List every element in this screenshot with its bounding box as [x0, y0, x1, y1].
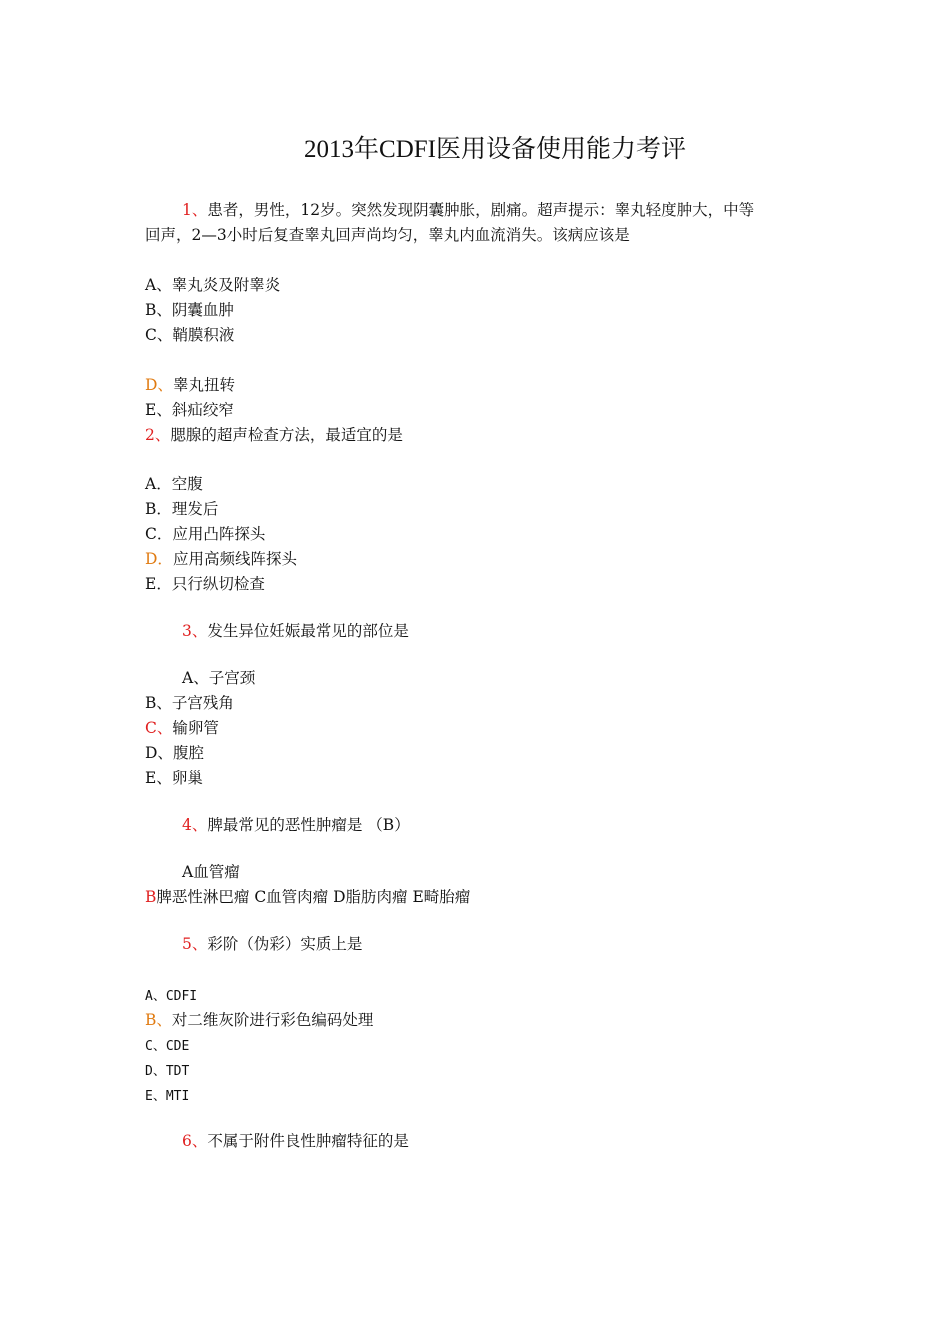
option-letter: C、	[145, 326, 173, 344]
question-text: 彩阶（伪彩）实质上是	[207, 935, 363, 953]
option-letter: A、	[145, 989, 166, 1004]
option-letter: D、	[145, 376, 173, 394]
option-text: 应用凸阵探头	[172, 525, 266, 543]
option-letter: B、	[145, 301, 172, 319]
option-text: 空腹	[171, 475, 203, 493]
option-letter: A．	[145, 475, 172, 493]
option-text: MTI	[165, 1089, 190, 1104]
option-text: 子宫残角	[171, 694, 234, 712]
option-e	[145, 573, 265, 595]
option-a	[182, 667, 255, 689]
question-text: 患者，男性，12岁。突然发现阴囊肿胀，剧痛。超声提示：睾丸轻度肿大，中等	[207, 201, 755, 219]
question-text: 发生异位妊娠最常见的部位是	[207, 622, 409, 640]
option-letter: B	[145, 888, 157, 906]
option-c	[145, 1034, 189, 1058]
question-number: 2、	[145, 426, 171, 444]
option-text: 对二维灰阶进行彩色编码处理	[171, 1011, 374, 1029]
question-6	[182, 1130, 409, 1152]
option-d	[145, 1059, 189, 1083]
option-c-answer	[145, 717, 219, 739]
option-text: 阴囊血肿	[171, 301, 234, 319]
option-text: CDFI	[165, 989, 198, 1004]
option-letter: C、	[145, 719, 173, 737]
option-b-answer	[145, 1009, 373, 1031]
option-e	[145, 767, 203, 789]
option-text: 应用高频线阵探头	[172, 550, 297, 568]
option-d-answer	[145, 374, 235, 396]
option-b	[145, 299, 234, 321]
option-letter: B、	[145, 694, 172, 712]
option-text: CDE	[165, 1039, 190, 1054]
option-text: 睾丸扭转	[172, 376, 235, 394]
option-letter: E、	[145, 769, 172, 787]
option-c	[145, 324, 234, 346]
option-text: 理发后	[171, 500, 219, 518]
question-text: 不属于附件良性肿瘤特征的是	[207, 1132, 409, 1150]
question-5	[182, 933, 362, 955]
question-2	[145, 424, 403, 446]
option-letter: E、	[145, 401, 172, 419]
option-letter: B．	[145, 500, 172, 518]
option-letter: E、	[145, 1089, 166, 1104]
question-3	[182, 620, 409, 642]
question-text: 腮腺的超声检查方法，最适宜的是	[170, 426, 403, 444]
option-text: 脾恶性淋巴瘤 C血管肉瘤 D脂肪肉瘤 E畸胎瘤	[156, 888, 471, 906]
document-title: 2013年CDFI医用设备使用能力考评	[304, 136, 686, 163]
question-number: 5、	[182, 935, 208, 953]
option-letter: C．	[145, 525, 173, 543]
option-a	[145, 274, 280, 296]
option-b	[145, 498, 218, 520]
question-4	[182, 814, 410, 836]
option-d	[145, 742, 204, 764]
option-a: A血管瘤	[182, 863, 240, 881]
option-letter: B、	[145, 1011, 172, 1029]
question-number: 6、	[182, 1132, 208, 1150]
option-text: 只行纵切检查	[171, 575, 265, 593]
options-b-to-e	[145, 886, 470, 908]
question-number: 3、	[182, 622, 208, 640]
option-e	[145, 1084, 189, 1108]
option-text: 输卵管	[172, 719, 219, 737]
option-letter: C、	[145, 1039, 166, 1054]
question-text: 脾最常见的恶性肿瘤是 （B）	[207, 816, 410, 834]
option-b	[145, 692, 234, 714]
option-text: 卵巢	[171, 769, 203, 787]
option-letter: A、	[145, 276, 172, 294]
option-text: 腹腔	[172, 744, 204, 762]
option-c	[145, 523, 265, 545]
option-text: 子宫颈	[208, 669, 256, 687]
option-letter: E．	[145, 575, 172, 593]
question-number: 4、	[182, 816, 208, 834]
option-text: 斜疝绞窄	[171, 401, 234, 419]
option-a	[145, 473, 203, 495]
option-e	[145, 399, 234, 421]
option-letter: D．	[145, 550, 173, 568]
option-text: 鞘膜积液	[172, 326, 235, 344]
option-letter: A、	[182, 669, 209, 687]
question-1-continued: 回声，2—3小时后复查睾丸回声尚均匀，睾丸内血流消失。该病应该是	[145, 226, 630, 244]
option-text: TDT	[165, 1064, 190, 1079]
option-letter: D、	[145, 744, 173, 762]
question-number: 1、	[182, 201, 208, 219]
question-1	[182, 199, 754, 221]
option-d-answer	[145, 548, 297, 570]
option-letter: D、	[145, 1064, 166, 1079]
option-text: 睾丸炎及附睾炎	[171, 276, 281, 294]
option-a	[145, 984, 197, 1008]
